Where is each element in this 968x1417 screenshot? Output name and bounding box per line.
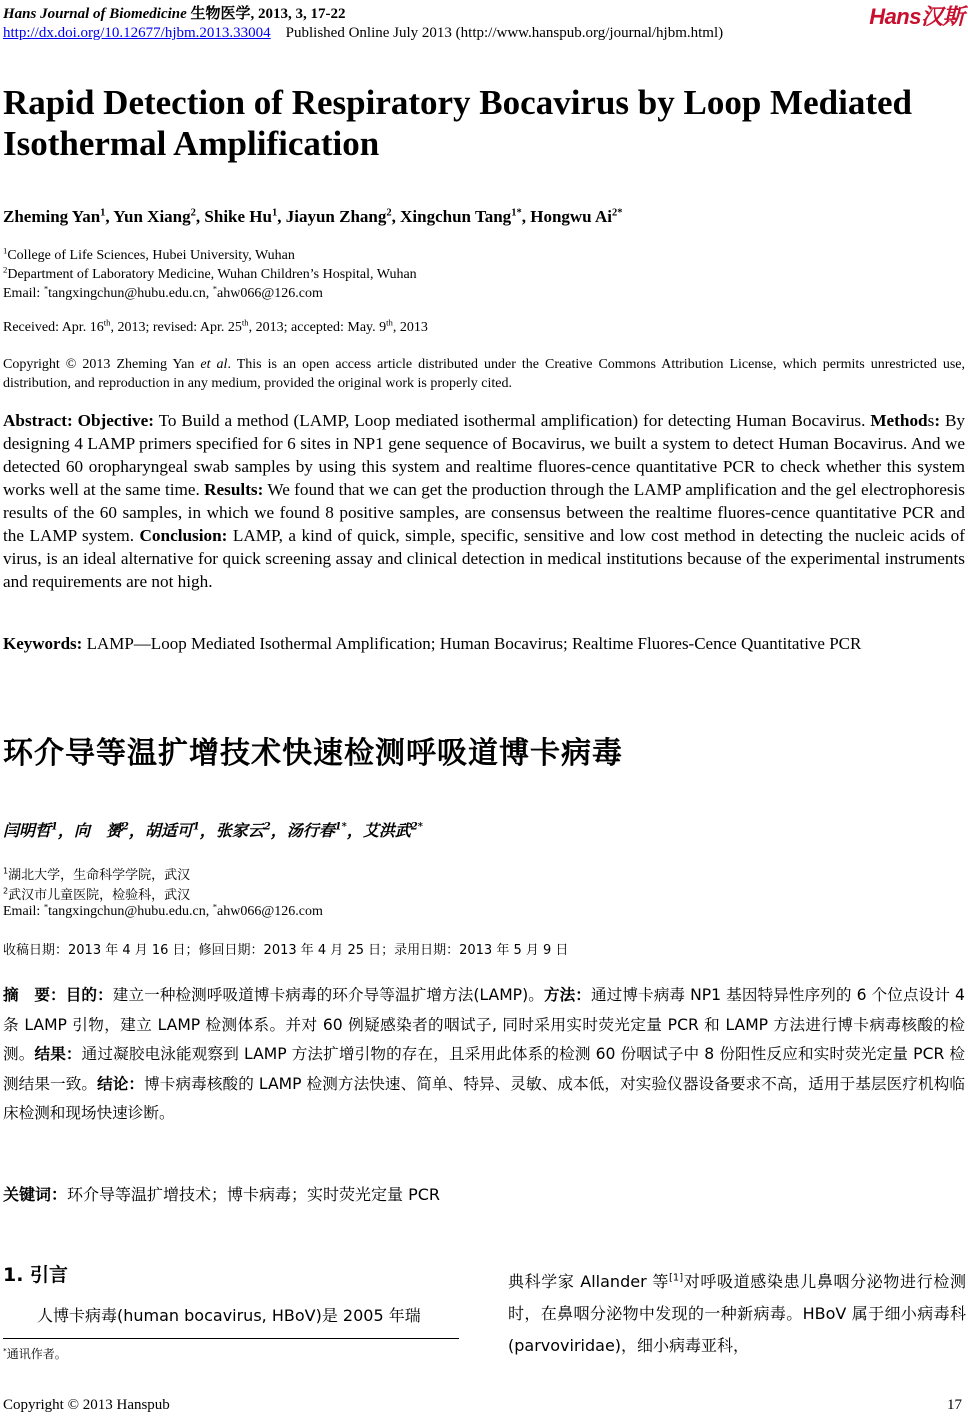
footer-copyright: Copyright © 2013 Hanspub	[3, 1397, 170, 1413]
journal-citation: , 2013, 3, 17-22	[250, 6, 346, 22]
authors-en	[3, 207, 622, 227]
journal-name-cn: 生物医学	[190, 6, 251, 22]
published-online: Published Online July 2013 (http://www.hanspub.org/journal/hjbm.html)	[285, 25, 724, 41]
affiliation-en-1: $^1$College of Life Sciences, Hubei University, Wuhan	[3, 245, 295, 263]
keywords-en: Keywords: LAMP—Loop Mediated Isothermal Amplification; Human Bocavirus; Realtime Fluores-Cence Quantitative PCR	[3, 634, 862, 653]
keywords-zh: 关键词：环介导等温扩增技术；博卡病毒；实时荧光定量 PCR	[3, 1185, 441, 1204]
authors-zh	[3, 818, 423, 841]
paper-title-zh: 环介导等温扩增技术快速检测呼吸道博卡病毒	[3, 736, 623, 771]
author-en: Xingchun Tang$^{1*}$,	[400, 207, 531, 226]
body-text-right: 典科学家 Allander 等[1]对呼吸道感染患儿鼻咽分泌物进行检测时，在鼻咽分泌物中发现的一种新病毒。HBoV 属于细小病毒科(parvoviridae)，细小病毒亚科，	[508, 1272, 966, 1355]
footnote: *通讯作者。	[3, 1346, 67, 1361]
journal-name: Hans Journal of Biomedicine	[3, 6, 187, 22]
affiliation-en-2: $^2$Department of Laboratory Medicine, Wuhan Children’s Hospital, Wuhan	[3, 264, 417, 282]
author-en: Jiayun Zhang$^2$,	[285, 207, 401, 226]
footnote-rule	[3, 1338, 459, 1339]
author-en: Zheming Yan$^1$,	[3, 207, 114, 226]
body-text-left: 人博卡病毒(human bocavirus, HBoV)是 2005 年瑞	[37, 1306, 421, 1325]
author-zh: 向 赟$^2$，	[73, 821, 145, 840]
email-link[interactable]: ahw066@126.com	[217, 286, 323, 301]
email-link[interactable]: tangxingchun@hubu.edu.cn	[48, 286, 206, 301]
author-zh: 汤行春$^{1*}$，	[286, 821, 363, 840]
abstract-en: Abstract: Objective: To Build a method (LAMP, Loop mediated isothermal amplification) for detecting Human Bocavirus. Methods: By designing 4 LAMP primers specified for 6 sites in NP1 gene sequence of Bocavirus, we built a system to detect Human Bocavirus. And we detected 60 oropharyngeal swab samples by using this system and realtime fluores-cence quantitative PCR to check whether this system works well at the same time. Results: We found that we can get the production through the LAMP amplification and the gel electrophoresis results of the 60 samples, in which we found 8 positive samples, are consensus between the realtime fluores-cence quantitative PCR and the LAMP system. Conclusion: LAMP, a kind of quick, simple, specific, sensitive and low cost method in detecting the nucleic acids of virus, is an ideal alternative for quick screening assay and clinical detection in medical institutions because of the experimental instruments and requirements are not high.	[3, 411, 966, 591]
email-zh: Email: *tangxingchun@hubu.edu.cn, *ahw066@126.com	[3, 901, 323, 919]
author-zh: 张家云$^2$，	[215, 821, 287, 840]
author-en: Shike Hu$^1$,	[204, 207, 286, 226]
page-number: 17	[947, 1397, 962, 1413]
author-zh: 艾洪武$^{2*}$	[362, 821, 423, 840]
affiliation-zh-2: $^2$武汉市儿童医院，检验科，武汉	[3, 886, 191, 903]
received-dates-en: Received: Apr. 16th, 2013; revised: Apr. 25th, 2013; accepted: May. 9th, 2013	[3, 317, 428, 335]
author-en: Yun Xiang$^2$,	[113, 207, 205, 226]
journal-header	[3, 2, 346, 23]
author-zh: 闫明哲$^1$，	[3, 821, 74, 840]
doi-line	[3, 25, 723, 42]
affiliation-zh-1: $^1$湖北大学，生命科学学院，武汉	[3, 866, 191, 883]
paper-title-en: Rapid Detection of Respiratory Bocavirus by Loop Mediated Isothermal Amplification	[3, 83, 912, 163]
hans-logo: Hans汉斯	[869, 4, 964, 29]
email-link[interactable]: tangxingchun@hubu.edu.cn	[48, 904, 206, 919]
author-zh: 胡适可$^1$，	[144, 821, 216, 840]
doi-link[interactable]: http://dx.doi.org/10.12677/hjbm.2013.33004	[3, 25, 271, 41]
citation-ref[interactable]: [1]	[669, 1272, 684, 1284]
copyright-notice: Copyright © 2013 Zheming Yan et al. This is an open access article distributed under the Creative Commons Attribution License, which permits unrestricted use, distribution, and reproduction in any medium, provided the original work is properly cited.	[3, 357, 965, 391]
abstract-zh: 摘 要：目的：建立一种检测呼吸道博卡病毒的环介导等温扩增方法(LAMP)。方法：通过博卡病毒 NP1 基因特异性序列的 6 个位点设计 4 条 LAMP 引物，建立 LAMP 检测体系。并对 60 例疑感染者的咽试子, 同时采用实时荧光定量 PCR 和 LAMP 方法进行博卡病毒核酸的检测。结果：通过凝胶电泳能观察到 LAMP 方法扩增引物的存在，且采用此体系的检测 60 份咽试子中 8 份阳性反应和实时荧光定量 PCR 检测结果一致。结论：博卡病毒核酸的 LAMP 检测方法快速、简单、特异、灵敏、成本低，对实验仪器设备要求不高，适用于基层医疗机构临床检测和现场快速诊断。	[3, 986, 965, 1122]
email-en: Email: *tangxingchun@hubu.edu.cn, *ahw066@126.com	[3, 283, 323, 301]
email-link[interactable]: ahw066@126.com	[217, 904, 323, 919]
author-en: Hongwu $Ai^{2*}$	[530, 207, 623, 226]
received-dates-zh: 收稿日期：2013 年 4 月 16 日；修回日期：2013 年 4 月 25 日；录用日期：2013 年 5 月 9 日	[3, 943, 569, 958]
section-heading: 1. 引言	[3, 1264, 69, 1286]
